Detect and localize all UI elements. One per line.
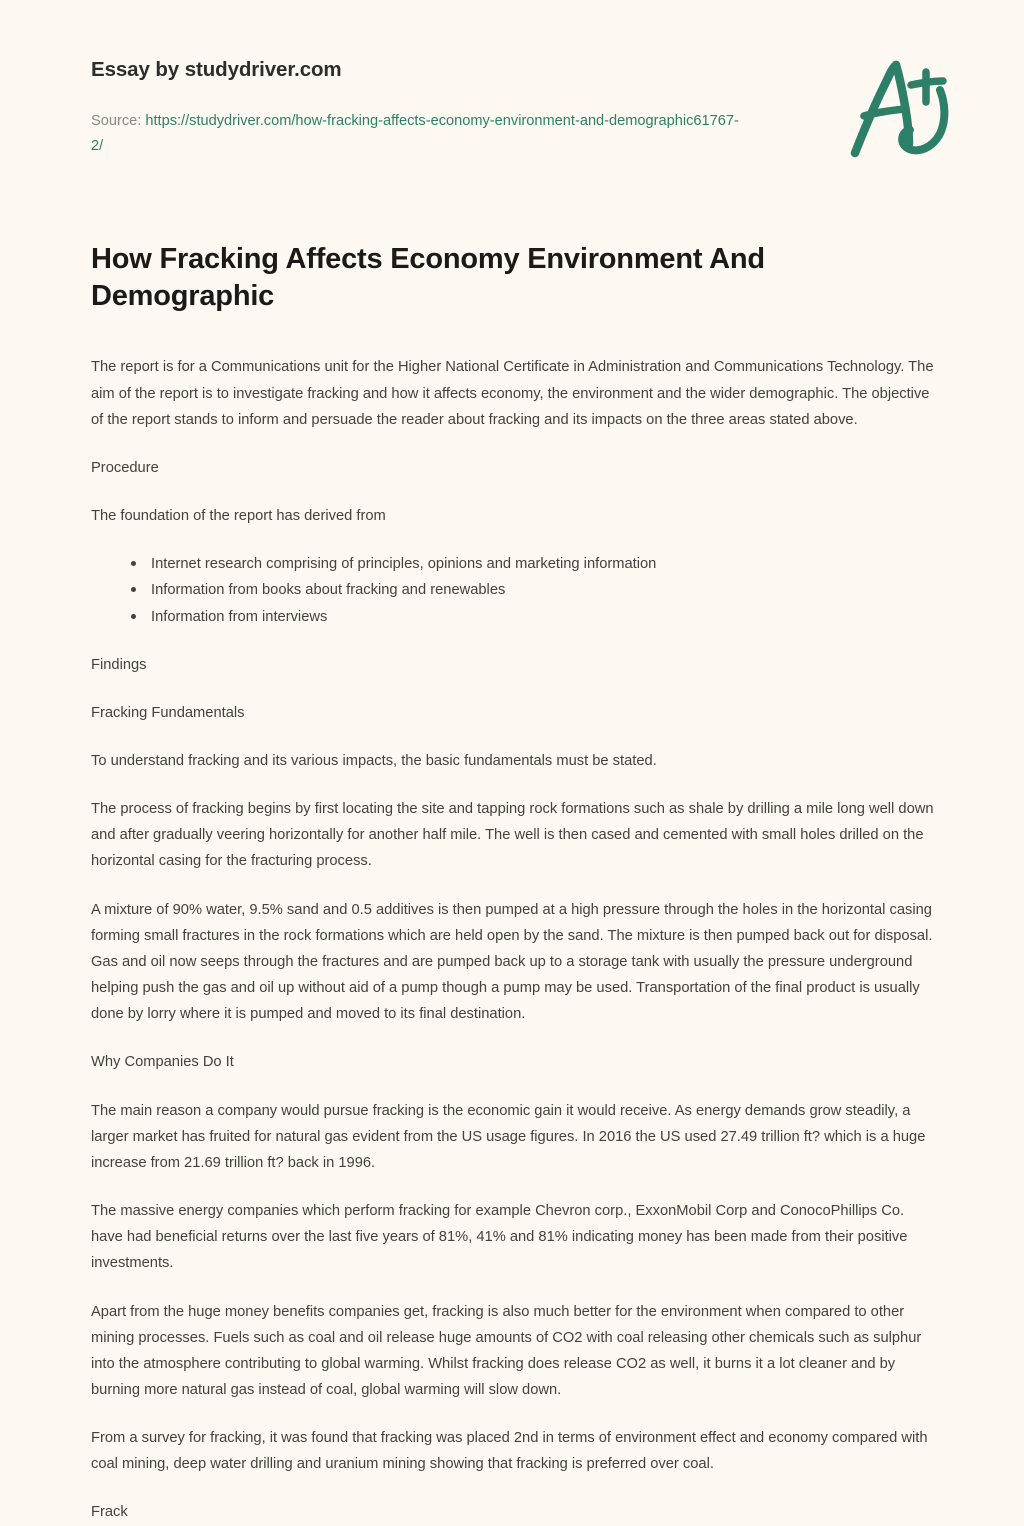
paragraph: Findings — [91, 656, 147, 673]
paragraph: Fracking Fundamentals — [91, 704, 245, 721]
paragraph: Procedure — [91, 459, 159, 476]
paragraph: The main reason a company would pursue fracking is the economic gain it would receive. As energy demands grow steadily, a larger market has fruited for natural gas evident from the US usage figures. In 2016 the US used 27.49 trillion ft? which is a huge increase from 21.69 trillion ft? back in 1996. — [91, 1102, 926, 1171]
source-line — [91, 109, 751, 159]
paragraph: From a survey for fracking, it was found that fracking was placed 2nd in terms of environment effect and economy compared with coal mining, deep water drilling and uranium mining showing that fracking is preferred over coal. — [91, 1430, 928, 1473]
paragraph: The massive energy companies which perform fracking for example Chevron corp., ExxonMobil Corp and ConocoPhillips Co. have had beneficial returns over the last five years of 81%, 41% and 81% indicating money has been made from their positive investments. — [91, 1203, 908, 1272]
paragraph: The process of fracking begins by first locating the site and tapping rock formations such as shale by drilling a mile long well down and after gradually veering horizontally for another half mile. The well is then cased and cemented with small holes drilled on the horizontal casing for the fracturing process. — [91, 801, 934, 870]
brand-title: Essay by studydriver.com — [91, 58, 342, 81]
article-body — [0, 241, 1024, 1526]
paragraph: Frack — [91, 1504, 128, 1521]
paragraph: Why Companies Do It — [91, 1054, 234, 1071]
studydriver-a-plus-logo — [842, 52, 962, 164]
a-plus-icon — [842, 52, 962, 164]
source-url-link[interactable]: https://studydriver.com/how-fracking-affects-economy-environment-and-demographic61767-2/ — [91, 112, 739, 154]
paragraph: To understand fracking and its various impacts, the basic fundamentals must be stated. — [91, 753, 657, 769]
bullet-list — [91, 551, 944, 629]
paragraph: The foundation of the report has derived from — [91, 508, 386, 525]
list-item: Internet research comprising of principles, opinions and marketing information — [129, 551, 944, 577]
source-label: Source: — [91, 112, 142, 129]
list-item: Information from books about fracking and renewables — [129, 577, 944, 603]
paragraph: A mixture of 90% water, 9.5% sand and 0.5 additives is then pumped at a high pressure through the holes in the horizontal casing forming small fractures in the rock formations which are held open by the sand. The mixture is then pumped back out for disposal. Gas and oil now seeps through the fractures and are pumped back up to a storage tank with usually the pressure underground helping push the gas and oil up without aid of a pump though a pump may be used. Transportation of the final product is usually done by lorry where it is pumped and moved to its final destination. — [91, 901, 933, 1023]
article-blocks — [91, 354, 944, 1525]
paragraph: Apart from the huge money benefits companies get, fracking is also much better for the environment when compared to other mining processes. Fuels such as coal and oil release huge amounts of CO2 with coal releasing other chemicals such as sulphur into the atmosphere contributing to global warming. Whilst fracking does release CO2 as well, it burns it a lot cleaner and by burning more natural gas instead of coal, global warming will slow down. — [91, 1303, 922, 1398]
page-title: How Fracking Affects Economy Environment And Demographic — [91, 242, 765, 312]
list-item: Information from interviews — [129, 604, 944, 630]
page-header — [0, 0, 1024, 159]
paragraph: The report is for a Communications unit for the Higher National Certificate in Administration and Communications Technology. The aim of the report is to investigate fracking and how it affects economy, the environment and the wider demographic. The objective of the report stands to inform and persuade the reader about fracking and its impacts on the three areas stated above. — [91, 359, 934, 428]
